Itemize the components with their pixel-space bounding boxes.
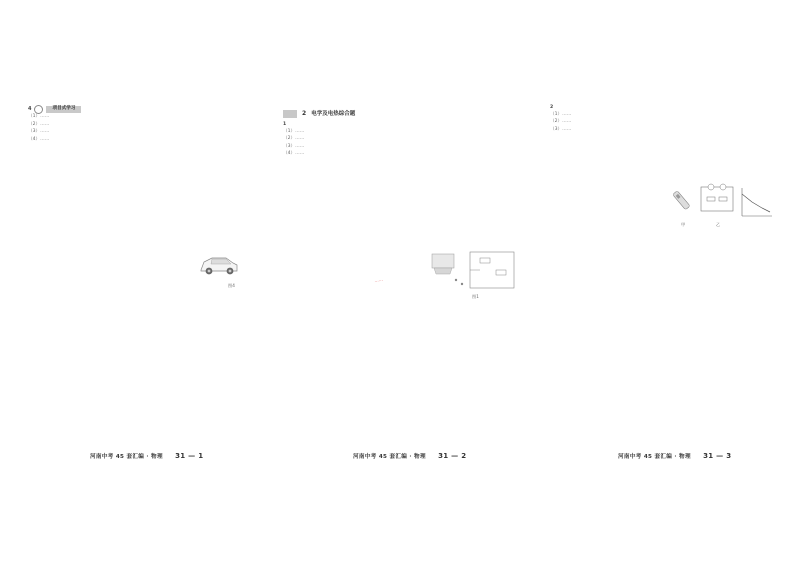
paragraph: （4）……: [28, 136, 50, 142]
paragraph: （1）……: [550, 111, 572, 117]
figure-caption: 图1: [472, 294, 479, 299]
figure-caption: 乙: [716, 222, 721, 227]
page2-column: [283, 110, 529, 159]
paragraph: （3）……: [550, 126, 572, 132]
paragraph: （2）……: [550, 119, 572, 125]
page3-column: [550, 105, 770, 134]
car-figure: [198, 250, 240, 280]
paragraph: （4）……: [283, 151, 305, 157]
paragraph: （3）……: [283, 143, 305, 149]
question-4-header: [28, 105, 276, 114]
page-footer: [618, 452, 731, 460]
graph-figure: [738, 186, 774, 220]
footer-text: 河南中考 45 套汇编 · 物理: [618, 454, 691, 460]
section-title: [283, 110, 529, 118]
page-number: 31 — 3: [703, 452, 732, 460]
paragraph: （2）……: [28, 121, 50, 127]
paragraph: （2）……: [283, 136, 305, 142]
section-box: [283, 110, 297, 118]
footer-text: 河南中考 45 套汇编 · 物理: [353, 454, 426, 460]
figure-caption: 甲: [681, 222, 686, 227]
question-tag: 项目式学习: [46, 106, 81, 113]
page-footer: [353, 452, 466, 460]
paragraph: （1）……: [28, 114, 50, 119]
question-number: 1: [283, 122, 287, 127]
question-number: 2: [550, 105, 554, 110]
page-footer: [90, 452, 203, 460]
page-number: 31 — 2: [438, 452, 467, 460]
question-number: 4: [28, 106, 32, 113]
section-heading: 电学及电热综合题: [311, 110, 356, 117]
footer-text: 河南中考 45 套汇编 · 物理: [90, 454, 163, 460]
page1-column: [28, 105, 276, 144]
circuit-figure: [430, 250, 516, 292]
paragraph: （1）……: [283, 128, 305, 134]
alcohol-tester-figure: [670, 188, 694, 214]
paragraph: （3）……: [28, 129, 50, 135]
section-number: 2: [302, 109, 307, 117]
watermark-stamp: ……: [374, 277, 384, 284]
circuit-figure: [697, 183, 737, 219]
circle-icon: [34, 105, 43, 114]
page-number: 31 — 1: [175, 452, 204, 460]
figure-caption: 图4: [228, 283, 235, 288]
